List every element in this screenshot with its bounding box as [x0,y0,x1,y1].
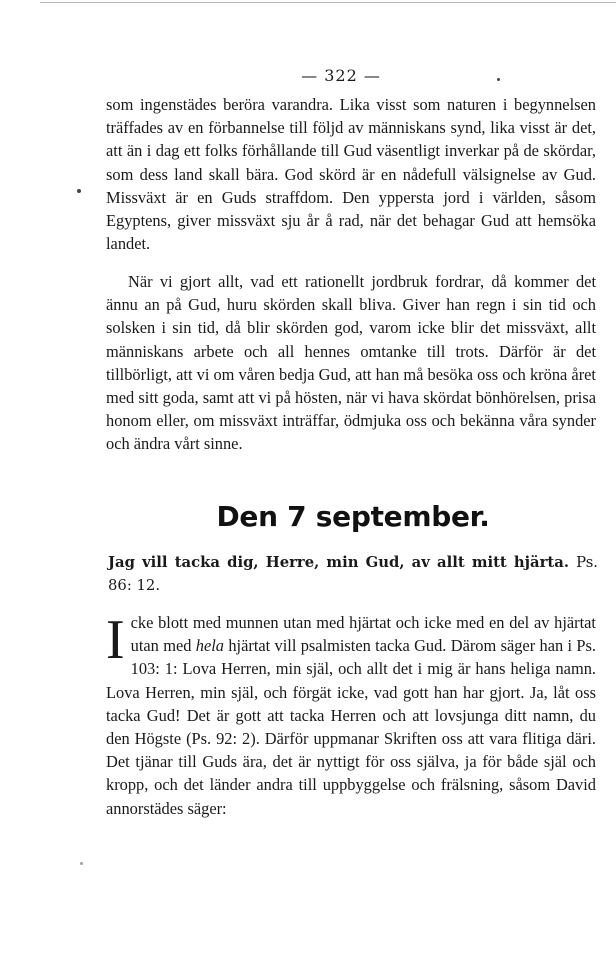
scan-speck [80,862,83,865]
paragraph-3-emphasis: hela [195,636,224,656]
paragraph-3-before-emphasis: cke blott med munnen utan med hjärtat och icke med en del av hjärtat utan med [130,613,596,656]
section-heading: Den 7 september. [216,500,490,533]
paragraph-3-text [106,611,596,820]
top-edge-rule [40,2,616,3]
page-number: — 322 — [301,66,381,85]
paragraph-3-after-emphasis: hjärtat vill psalmisten tacka Gud. Därom säger han i Ps. 103: 1: Lova Herren, min själ, och allt det i mig är hans heliga namn. Lova Herren, min själ, och förgät icke, vad gott han har gjort. Ja, låt oss tacka Gud! Det är gott att tacka Herren och att lovsjunga ditt namn, du den Högste (Ps. 92: 2). Därför uppmanar Skriften oss att vara flitiga däri. Det tjänar till Guds ära, det är nyttigt för oss själva, ja för både själ och kropp, och det länder andra till uppbyggelse och frälsning, såsom David annorstädes säger: [106,636,596,818]
paragraph-2-text: När vi gjort allt, vad ett rationellt jordbruk fordrar, då kommer det ännu an på Gud, huru skörden skall bliva. Giver han regn i sin tid och solsken i sin tid, då blir skörden god, varom icke blir det missväxt, allt människans arbete och all hennes omtanke till trots. Därför är det tillbörligt, att vi om våren bedja Gud, att han må besöka oss och kröna året med sitt goda, samt att vi på hösten, när vi hava skördat bönhörelsen, prisa honom eller, om missväxt inträffar, ödmjuka oss och bekänna våra synder och ändra vårt sinne. [106,272,596,454]
paragraph-2 [106,270,596,456]
paragraph-1-text: som ingenstädes beröra varandra. Lika visst som naturen i begynnelsen träffades av en förbannelse till följd av människans synd, lika visst är det, att än i dag ett folks förhållande till Gud väsentligt inverkar på de skördar, som dess land skall bära. God skörd är en nådefull välsignelse av Gud. Missväxt är en Guds straffdom. Den yppersta jord i världen, såsom Egyptens, giver missväxt sju år å rad, när det behagar Gud att hemsöka landet. [106,95,596,254]
verse-reference: Ps. 86: 12. [108,554,598,594]
drop-cap: I [106,609,125,671]
paragraph-1 [106,93,596,255]
bible-verse [108,551,598,597]
scan-speck [77,189,81,193]
verse-text: Jag vill tacka dig, Herre, min Gud, av allt mitt hjärta. [108,554,569,571]
scan-speck [497,78,500,81]
paragraph-3 [106,611,596,820]
